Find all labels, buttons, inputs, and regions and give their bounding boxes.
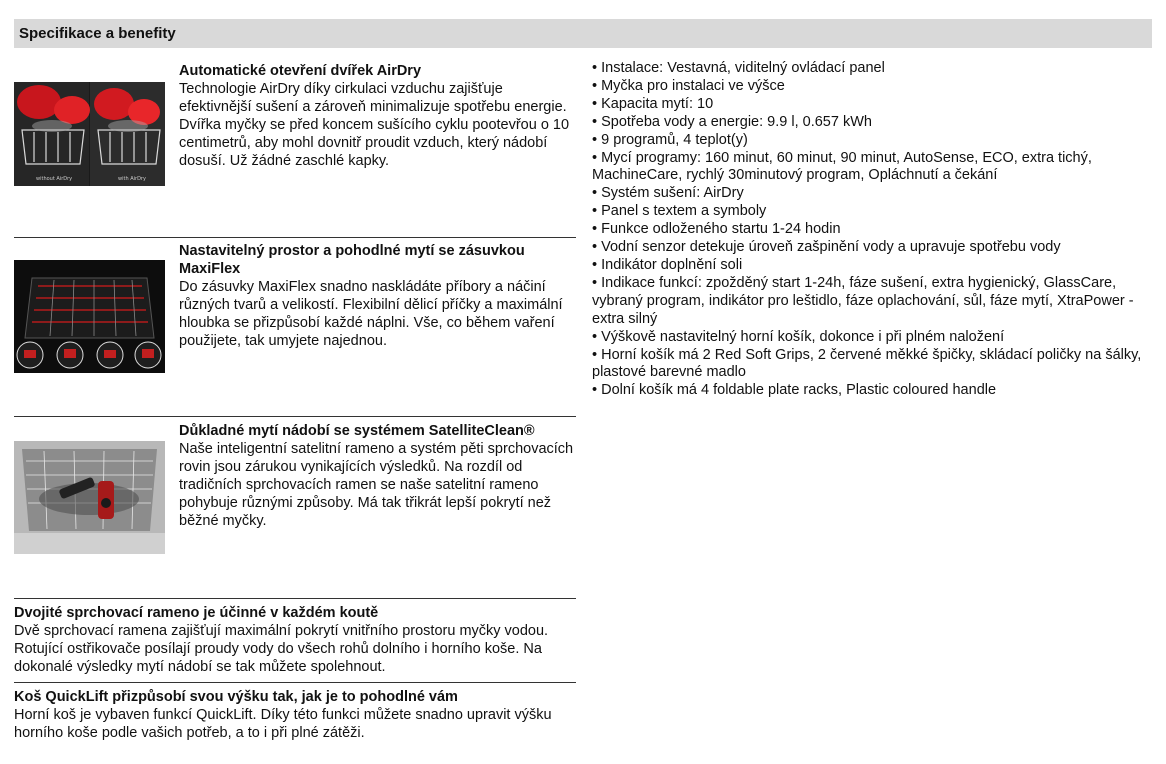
- feature-title: Nastavitelný prostor a pohodlné mytí se zásuvkou MaxiFlex: [179, 243, 525, 277]
- airdry-with-label: with AirDry: [118, 176, 146, 182]
- divider: [14, 416, 576, 417]
- spec-item: • Indikátor doplnění soli: [592, 256, 743, 273]
- feature-body: Horní koš je vybaven funkcí QuickLift. Díky této funkci můžete snadno upravit výšku horního koše podle vašich potřeb, a to i při plné zátěži.: [14, 707, 552, 741]
- spec-item: • Panel s textem a symboly: [592, 203, 767, 220]
- airdry-without-label: without AirDry: [36, 176, 73, 182]
- spec-item: • Spotřeba vody a energie: 9.9 l, 0.657 kWh: [592, 113, 872, 130]
- feature-title: Dvojité sprchovací rameno je účinné v každém koutě: [14, 605, 379, 621]
- section-header: [14, 19, 1152, 48]
- spec-item: • Indikace funkcí: zpožděný start 1-24h, fáze sušení, extra hygienický, GlassCare, vybraný program, indikátor pro leštidlo, fáze oplachování, sůl, fáze mytí, XtraPower - extra silný: [592, 274, 1134, 327]
- feature-body: Naše inteligentní satelitní rameno a systém pěti sprchovacích rovin jsou zárukou vynikajících výsledků. Na rozdíl od tradičních sprchovacích ramen se naše satelitní rameno pohybuje různými způsoby. Má tak třikrát lepší pokrytí než běžné myčky.: [179, 441, 574, 529]
- spec-item: • Dolní košík má 4 foldable plate racks, Plastic coloured handle: [592, 382, 997, 399]
- spec-list: [592, 60, 1152, 400]
- spec-item: • Funkce odloženého startu 1-24 hodin: [592, 221, 841, 238]
- feature-body: Dvě sprchovací ramena zajišťují maximální pokrytí vnitřního prostoru myčky vodou. Rotující ostřikovače posílají proudy vody do všech rohů dolního i horního koše. Na dokonalé výsledky mytí nádobí se tak můžete spolehnout.: [14, 623, 549, 675]
- spec-item: • Vodní senzor detekuje úroveň zašpinění vody a upravuje spotřebu vody: [592, 239, 1061, 256]
- spec-item: • Myčka pro instalaci ve výšce: [592, 77, 785, 94]
- satelliteclean-image: [14, 441, 165, 554]
- divider: [14, 237, 576, 238]
- feature-dual-spray-arm: [14, 604, 579, 676]
- feature-maxiflex: [14, 240, 576, 380]
- spec-item: • Horní košík má 2 Red Soft Grips, 2 červené měkké špičky, skládací poličky na šálky, plastové barevné madlo: [592, 346, 1142, 381]
- feature-body: Technologie AirDry díky cirkulaci vzduchu zajišťuje efektivnější sušení a zároveň minimalizuje spotřebu energie. Dvířka myčky se před koncem sušícího cyklu pootevřou o 10 centimetrů, aby mohl dovnitř proudit vzduch, který nádobí dosuší. Už žádné zaschlé kapky.: [179, 81, 570, 169]
- spec-item: • Systém sušení: AirDry: [592, 185, 744, 202]
- feature-satelliteclean: [14, 419, 576, 559]
- feature-title: Koš QuickLift přizpůsobí svou výšku tak, jak je to pohodlné vám: [14, 689, 458, 705]
- feature-airdry: [14, 60, 576, 190]
- feature-body: Do zásuvky MaxiFlex snadno naskládáte příbory a náčiní různých tvarů a velikostí. Flexibilní dělicí příčky a maximální hloubka se přizpůsobí každé náplni. Vše, co během vaření použijete, tak umyjete najednou.: [179, 279, 563, 349]
- spec-item: • Výškově nastavitelný horní košík, dokonce i při plném naložení: [592, 328, 1005, 345]
- section-title: Specifikace a benefity: [19, 25, 176, 42]
- spec-item: • Instalace: Vestavná, viditelný ovládací panel: [592, 60, 885, 76]
- feature-title: Automatické otevření dvířek AirDry: [179, 63, 422, 79]
- spec-item: • 9 programů, 4 teplot(y): [592, 131, 748, 148]
- spec-item: • Mycí programy: 160 minut, 60 minut, 90 minut, AutoSense, ECO, extra tichý, MachineCare, rychlý 30minutový program, Opláchnutí a čekání: [592, 149, 1092, 184]
- divider: [14, 682, 576, 683]
- maxiflex-image: [14, 260, 165, 373]
- feature-quicklift: [14, 688, 579, 742]
- feature-title: Důkladné mytí nádobí se systémem SatelliteClean®: [179, 423, 535, 439]
- airdry-image: [14, 82, 165, 186]
- spec-item: • Kapacita mytí: 10: [592, 95, 714, 112]
- divider: [14, 598, 576, 599]
